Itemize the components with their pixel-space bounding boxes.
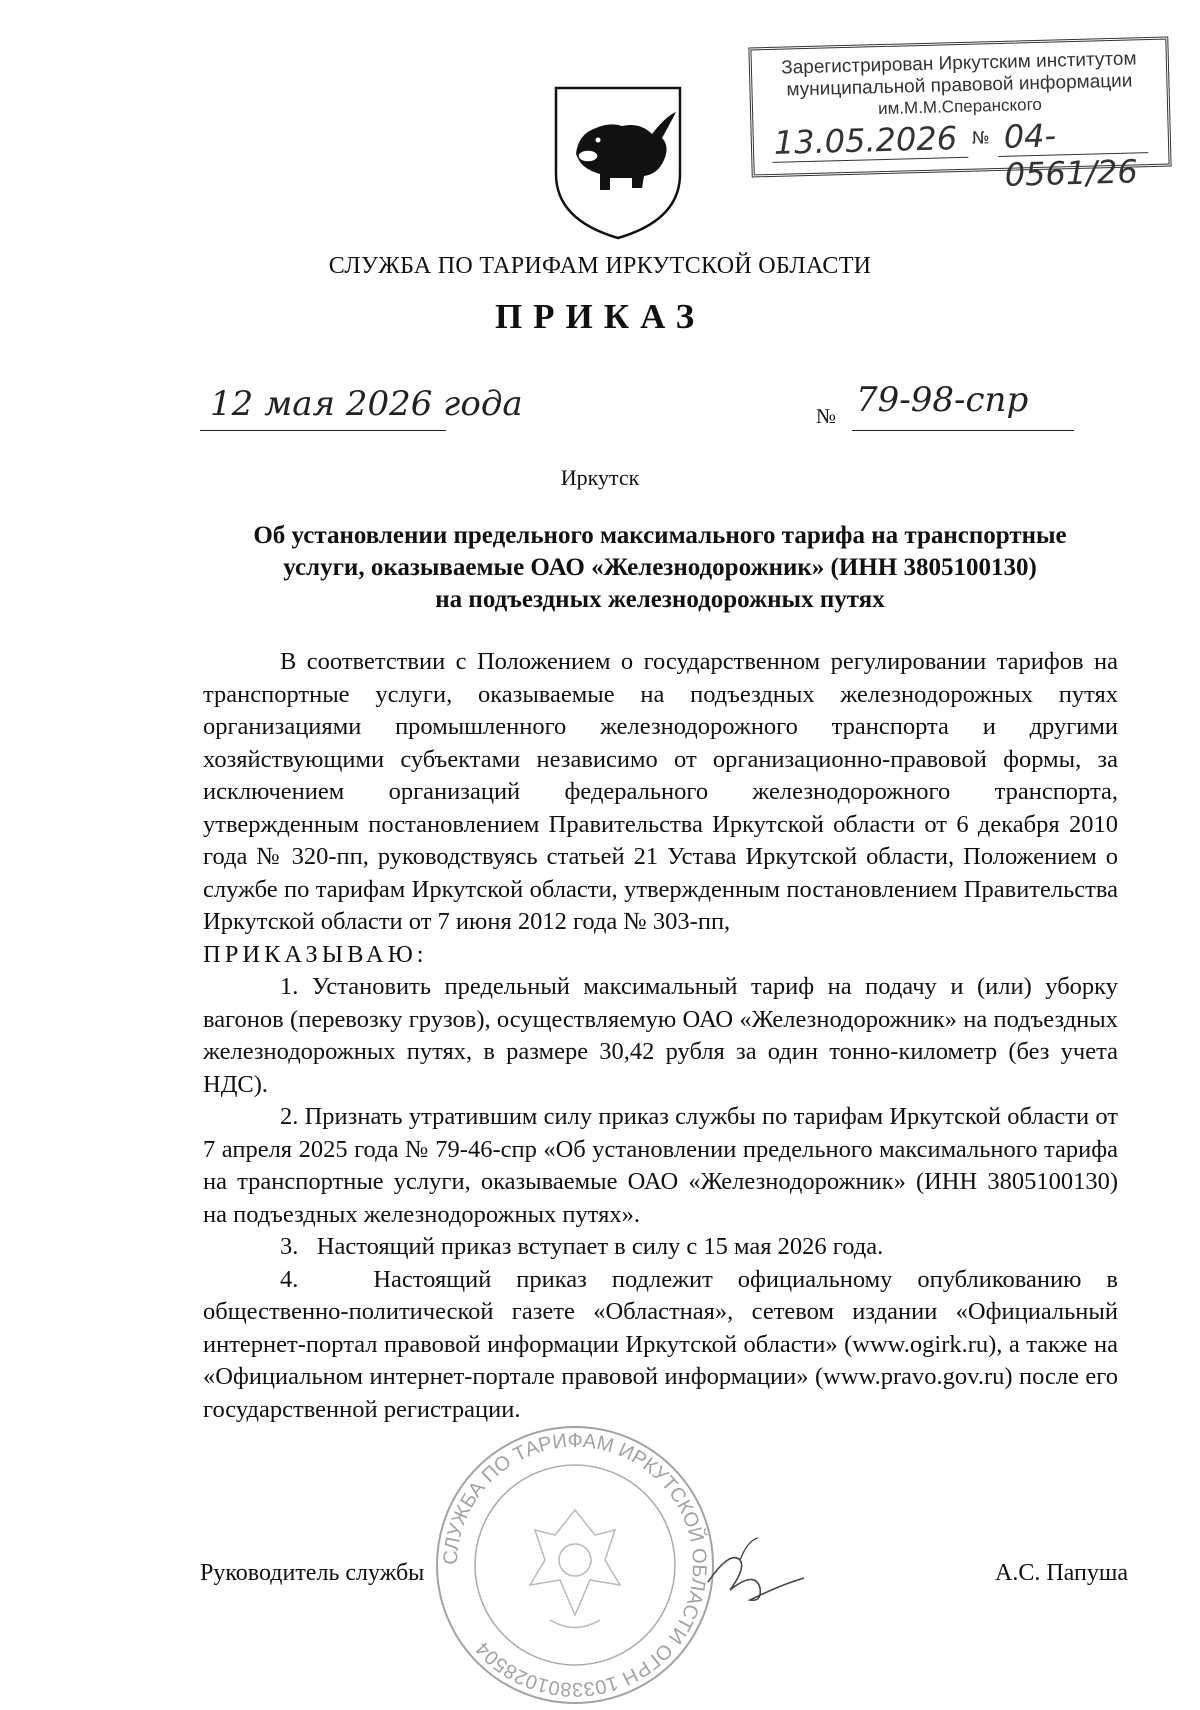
order-word: ПРИКАЗЫВАЮ: [203, 940, 428, 968]
order-date-handwritten: 12 мая 2026 года [210, 384, 523, 424]
date-underline [200, 430, 446, 431]
stamp-line-2: муниципальной правовой информации [786, 70, 1133, 101]
stamp-line-1: Зарегистрирован Иркутским институтом [780, 48, 1137, 79]
order-item-3: 3. Настоящий приказ вступает в силу с 15 мая 2026 года. [280, 1233, 884, 1260]
city-name: Иркутск [560, 465, 640, 490]
agency-name: СЛУЖБА ПО ТАРИФАМ ИРКУТСКОЙ ОБЛАСТИ [328, 253, 872, 279]
order-item-2: 2. Признать утратившим силу приказ службы по тарифам Иркутской области от 7 апреля 2025 года № 79-46-спр «Об установлении предельного максимального тарифа на транспортные услуги, оказываемые ОАО «Железнодорожник» (ИНН 3805100130) на подъездных железнодорожных путях». [203, 1103, 1118, 1228]
stamp-registration-date: 13.05.2026 [773, 119, 958, 162]
registration-stamp [748, 37, 1171, 194]
signer-position: Руководитель службы [200, 1560, 425, 1586]
order-item-1: 1. Установить предельный максимальный тариф на подачу и (или) уборку вагонов (перевозку грузов), осуществляемую ОАО «Железнодорожник» на подъездных железнодорожных путях, в размере 30,42 рубля за один тонно-километр (без учета НДС). [203, 973, 1118, 1098]
number-underline [852, 430, 1074, 431]
official-seal-stamp [430, 1420, 720, 1710]
seal-outer-text: СЛУЖБА ПО ТАРИФАМ ИРКУТСКОЙ ОБЛАСТИ ОГРН 1033801028504 [439, 1429, 711, 1701]
stamp-line-3: им.М.М.Сперанского [877, 94, 1043, 119]
stamp-registration-number: 04-0561/26 [1003, 116, 1139, 194]
order-item-4: 4. Настоящий приказ подлежит официальному опубликованию в общественно-политической газете «Областная», сетевом издании «Официальный интернет-портал правовой информации Иркутской области» (www.ogirk.ru), а также на «Официальном интернет-портале правовой информации» (www.pravo.gov.ru) после его государственной регистрации. [203, 1265, 1125, 1423]
stamp-registration-row [771, 114, 1152, 194]
preamble-paragraph: В соответствии с Положением о государственном регулировании тарифов на транспортные услуги, оказываемые на подъездных железнодорожных путях организациями промышленного железнодорожного транспорта и другими хозяйствующими субъектами независимо от организационно-правовой формы, за исключением организаций федерального железнодорожного транспорта, утвержденным постановлением Правительства Иркутской области от 6 декабря 2010 года № 320-пп, руководствуясь статьей 21 Устава Иркутской области, Положением о службе по тарифам Иркутской области, утвержденным постановлением Правительства Иркутской области от 7 июня 2012 года № 303-пп, [203, 648, 1118, 935]
order-title: ПРИКАЗ [494, 297, 706, 336]
stamp-number-sign: № [971, 128, 990, 149]
heading-line-1: Об установлении предельного максимального тарифа на транспортные [253, 522, 1067, 549]
heading-line-3: на подъездных железнодорожных путях [435, 586, 885, 613]
coat-of-arms-emblem [548, 82, 688, 242]
heading-line-2: услуги, оказываемые ОАО «Железнодорожник» (ИНН 3805100130) [283, 554, 1037, 581]
order-number-sign: № [816, 404, 837, 428]
svg-text:СЛУЖБА ПО ТАРИФАМ ИРКУТСКОЙ ОБ [440, 1430, 710, 1700]
handwritten-signature [700, 1530, 810, 1620]
signer-name: А.С. Папуша [995, 1560, 1128, 1586]
order-heading [200, 520, 1120, 616]
order-number-handwritten: 79-98-спр [856, 380, 1029, 420]
order-body [203, 646, 1125, 1426]
